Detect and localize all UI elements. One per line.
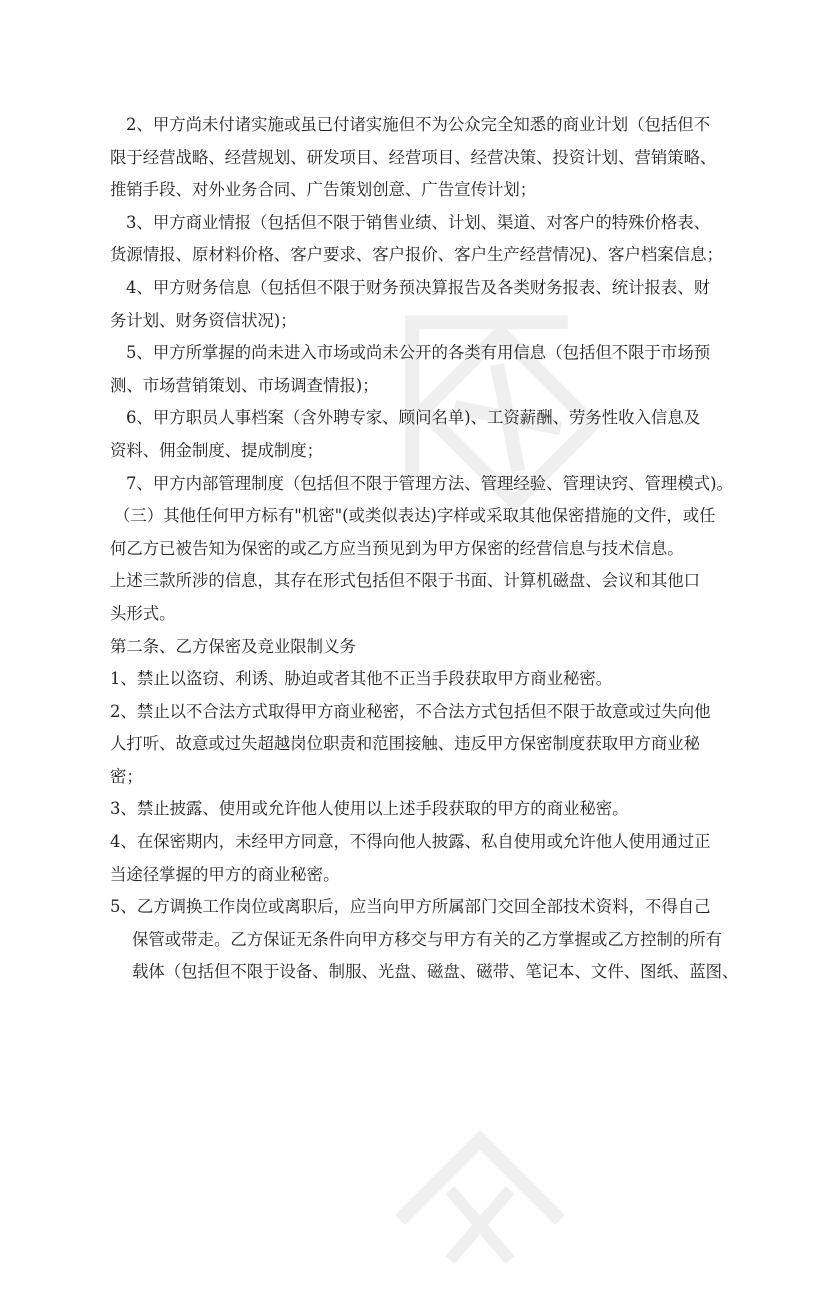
text-line: 资料、佣金制度、提成制度； — [110, 440, 324, 460]
text-line: 限于经营战略、经营规划、研发项目、经营项目、经营决策、投资计划、营销策略、 — [110, 147, 717, 167]
text-line: 务计划、财务资信状况)； — [110, 310, 297, 330]
text-line: 保管或带走。乙方保证无条件向甲方移交与甲方有关的乙方掌握或乙方控制的所有 — [132, 929, 723, 949]
text-line: 载体（包括但不限于设备、制服、光盘、磁盘、磁带、笔记本、文件、图纸、蓝图、 — [132, 962, 739, 982]
document-body — [110, 109, 739, 989]
text-line: 货源情报、原材料价格、客户要求、客户报价、客户生产经营情况)、客户档案信息； — [110, 245, 723, 265]
text-line: 1、禁止以盗窃、利诱、胁迫或者其他不正当手段获取甲方商业秘密。 — [110, 669, 613, 689]
text-line: 5、甲方所掌握的尚未进入市场或尚未公开的各类有用信息（包括但不限于市场预 — [126, 343, 711, 363]
text-line: 测、市场营销策划、市场调查情报)； — [110, 375, 379, 395]
watermark-logo-icon — [380, 1110, 580, 1310]
text-line: 当途径掌握的甲方的商业秘密。 — [110, 864, 340, 884]
text-line: 4、甲方财务信息（包括但不限于财务预决算报告及各类财务报表、统计报表、财 — [126, 277, 711, 297]
text-line: 3、甲方商业情报（包括但不限于销售业绩、计划、渠道、对客户的特殊价格表、 — [126, 212, 711, 232]
text-line: 头形式。 — [110, 603, 176, 623]
text-line: 6、甲方职员人事档案（含外聘专家、顾问名单)、工资薪酬、劳务性收入信息及 — [126, 408, 701, 428]
text-line: 密； — [110, 766, 143, 786]
text-line: 何乙方已被告知为保密的或乙方应当预见到为甲方保密的经营信息与技术信息。 — [110, 538, 684, 558]
text-line: 上述三款所涉的信息，其存在形式包括但不限于书面、计算机磁盘、会议和其他口 — [110, 571, 701, 591]
text-line: 4、在保密期内，未经甲方同意，不得向他人披露、私自使用或允许他人使用通过正 — [110, 832, 711, 852]
section-heading: 第二条、乙方保密及竞业限制义务 — [110, 636, 356, 656]
text-line: 7、甲方内部管理制度（包括但不限于管理方法、管理经验、管理诀窍、管理模式)。 — [126, 473, 733, 493]
text-line: 2、甲方尚未付诸实施或虽已付诸实施但不为公众完全知悉的商业计划（包括但不 — [126, 115, 711, 134]
text-line: 推销手段、对外业务合同、广告策划创意、广告宣传计划； — [110, 180, 537, 200]
text-line: 3、禁止披露、使用或允许他人使用以上述手段获取的甲方的商业秘密。 — [110, 799, 629, 819]
text-line: 5、乙方调换工作岗位或离职后，应当向甲方所属部门交回全部技术资料，不得自己 — [110, 897, 711, 917]
text-line: 人打听、故意或过失超越岗位职责和范围接触、违反甲方保密制度获取甲方商业秘 — [110, 734, 701, 754]
text-line: （三）其他任何甲方标有"机密"(或类似表达)字样或采取其他保密措施的文件，或任 — [114, 506, 716, 526]
text-line: 2、禁止以不合法方式取得甲方商业秘密，不合法方式包括但不限于故意或过失向他 — [110, 701, 711, 721]
